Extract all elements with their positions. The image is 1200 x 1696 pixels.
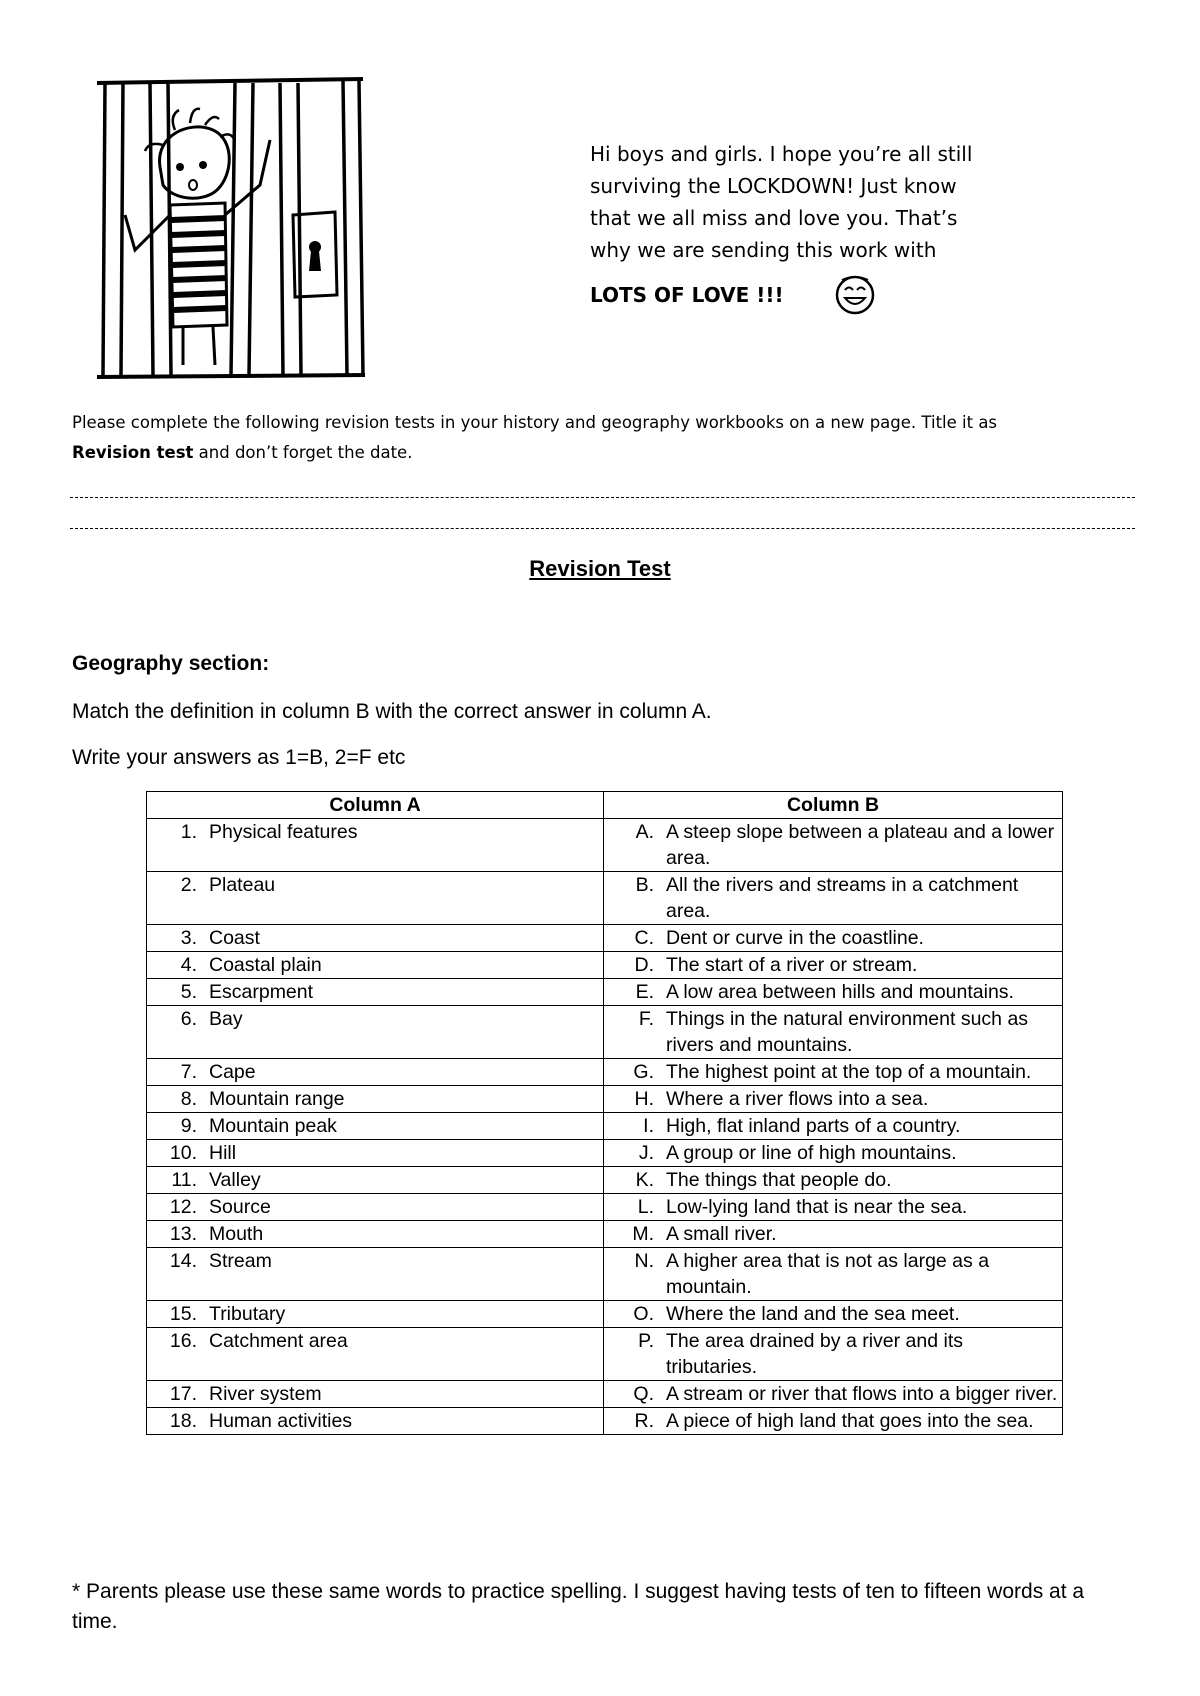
definition-letter: R.: [634, 1410, 654, 1432]
term-number: 9.: [180, 1115, 197, 1137]
column-a-cell: [147, 1059, 604, 1086]
column-b-cell: [604, 1140, 1063, 1167]
definition-text: A small river.: [666, 1223, 777, 1245]
table-row: [147, 1381, 1063, 1408]
column-b-cell: [604, 1328, 1063, 1381]
term-text: Cape: [209, 1061, 256, 1083]
page-title: Revision Test: [529, 556, 671, 581]
definition-letter: J.: [638, 1142, 654, 1164]
definition-text: Low-lying land that is near the sea.: [666, 1196, 968, 1218]
term-text: Bay: [209, 1008, 243, 1030]
term-number: 12.: [169, 1196, 197, 1218]
table-body: [147, 819, 1063, 1435]
column-b-cell: [604, 1086, 1063, 1113]
column-a-cell: [147, 1408, 604, 1435]
table-row: [147, 1059, 1063, 1086]
column-b-header: Column B: [604, 792, 1063, 819]
lots-of-love-text: LOTS OF LOVE !!!: [590, 283, 784, 307]
term-text: Mountain range: [209, 1088, 345, 1110]
definition-letter: D.: [634, 954, 654, 976]
definition-letter: M.: [632, 1223, 654, 1245]
table-row: [147, 1086, 1063, 1113]
table-row: [147, 1194, 1063, 1221]
term-text: Coast: [209, 927, 260, 949]
definition-letter: L.: [637, 1196, 654, 1218]
definition-letter: O.: [633, 1303, 654, 1325]
parents-note: * Parents please use these same words to practice spelling. I suggest having tests of ten to fifteen words at a time.: [72, 1580, 1085, 1633]
definition-letter: C.: [634, 927, 654, 949]
definition-letter: F.: [638, 1008, 654, 1030]
column-a-header: Column A: [147, 792, 604, 819]
table-row: [147, 1113, 1063, 1140]
greeting-line-3: that we all miss and love you. That’s: [590, 206, 958, 230]
column-a-cell: [147, 1381, 604, 1408]
column-b-cell: [604, 1006, 1063, 1059]
term-text: Physical features: [209, 821, 358, 843]
term-number: 10.: [169, 1142, 197, 1164]
term-number: 5.: [180, 981, 197, 1003]
matching-table: [146, 791, 1063, 1435]
table-row: [147, 1140, 1063, 1167]
definition-letter: B.: [635, 874, 654, 896]
table-row: [147, 1221, 1063, 1248]
column-b-cell: [604, 952, 1063, 979]
definition-text: Where the land and the sea meet.: [666, 1303, 960, 1325]
match-instruction: Match the definition in column B with the correct answer in column A.: [72, 700, 712, 723]
instructions-bold: Revision test: [72, 443, 194, 462]
table-row: [147, 952, 1063, 979]
column-a-cell: [147, 1006, 604, 1059]
definition-text: A low area between hills and mountains.: [666, 981, 1014, 1003]
term-number: 11.: [171, 1169, 197, 1191]
table-row: [147, 925, 1063, 952]
term-number: 4.: [180, 954, 197, 976]
column-a-cell: [147, 1328, 604, 1381]
definition-text: A stream or river that flows into a bigger river.: [666, 1383, 1058, 1405]
term-number: 15.: [169, 1303, 197, 1325]
table-row: [147, 872, 1063, 925]
definition-text: The area drained by a river and its tributaries.: [666, 1330, 963, 1378]
term-number: 2.: [180, 874, 197, 896]
column-a-cell: [147, 872, 604, 925]
column-b-cell: [604, 1113, 1063, 1140]
greeting-line-4: why we are sending this work with: [590, 238, 937, 262]
definition-text: Things in the natural environment such as rivers and mountains.: [666, 1008, 1029, 1056]
column-a-cell: [147, 1086, 604, 1113]
definition-text: A piece of high land that goes into the sea.: [666, 1410, 1034, 1432]
term-number: 3.: [180, 927, 197, 949]
table-row: [147, 1006, 1063, 1059]
definition-letter: N.: [634, 1250, 654, 1272]
column-b-cell: [604, 925, 1063, 952]
definition-text: A group or line of high mountains.: [666, 1142, 957, 1164]
column-b-cell: [604, 1381, 1063, 1408]
column-a-cell: [147, 1113, 604, 1140]
instructions-line-1: Please complete the following revision tests in your history and geography workbooks on a new page. Title it as: [72, 413, 998, 432]
column-b-cell: [604, 819, 1063, 872]
column-b-cell: [604, 872, 1063, 925]
column-a-cell: [147, 1140, 604, 1167]
instructions-text: [72, 408, 1132, 468]
term-number: 13.: [169, 1223, 197, 1245]
term-number: 8.: [180, 1088, 197, 1110]
term-text: River system: [209, 1383, 322, 1405]
table-row: [147, 1301, 1063, 1328]
definition-letter: P.: [638, 1330, 654, 1352]
term-text: Source: [209, 1196, 271, 1218]
definition-letter: H.: [634, 1088, 654, 1110]
term-number: 16.: [169, 1330, 197, 1352]
term-number: 6.: [180, 1008, 197, 1030]
column-b-cell: [604, 1194, 1063, 1221]
table-row: [147, 1328, 1063, 1381]
definition-letter: G.: [633, 1061, 654, 1083]
column-a-cell: [147, 952, 604, 979]
term-text: Plateau: [209, 874, 276, 896]
term-text: Mountain peak: [209, 1115, 337, 1137]
smiley-face-icon: [834, 274, 876, 316]
definition-text: The start of a river or stream.: [666, 954, 918, 976]
column-b-cell: [604, 1167, 1063, 1194]
geography-heading: Geography section:: [72, 652, 270, 675]
column-a-cell: [147, 1221, 604, 1248]
column-b-cell: [604, 1221, 1063, 1248]
column-a-cell: [147, 925, 604, 952]
definition-letter: Q.: [633, 1383, 654, 1405]
term-number: 7.: [180, 1061, 197, 1083]
term-text: Human activities: [209, 1410, 353, 1432]
definition-letter: E.: [635, 981, 654, 1003]
term-text: Mouth: [209, 1223, 264, 1245]
table-row: [147, 979, 1063, 1006]
table-row: [147, 819, 1063, 872]
term-number: 1.: [180, 821, 197, 843]
column-a-cell: [147, 1167, 604, 1194]
term-text: Valley: [209, 1169, 261, 1191]
definition-text: The things that people do.: [666, 1169, 892, 1191]
definition-text: A higher area that is not as large as a mountain.: [666, 1250, 990, 1298]
definition-text: The highest point at the top of a mountain.: [666, 1061, 1032, 1083]
term-text: Tributary: [209, 1303, 286, 1325]
definition-letter: A.: [635, 821, 654, 843]
term-number: 17.: [169, 1383, 197, 1405]
divider-line-2: [70, 528, 1135, 529]
column-a-cell: [147, 1301, 604, 1328]
term-text: Hill: [209, 1142, 237, 1164]
definition-text: A steep slope between a plateau and a lower area.: [666, 821, 1055, 869]
column-b-cell: [604, 1248, 1063, 1301]
term-text: Catchment area: [209, 1330, 348, 1352]
definition-text: Where a river flows into a sea.: [666, 1088, 929, 1110]
term-number: 18.: [169, 1410, 197, 1432]
write-instruction: Write your answers as 1=B, 2=F etc: [72, 746, 406, 769]
column-b-cell: [604, 1301, 1063, 1328]
column-b-cell: [604, 1059, 1063, 1086]
greeting-message: [590, 138, 1010, 316]
table-row: [147, 1248, 1063, 1301]
greeting-line-1: Hi boys and girls. I hope you’re all still: [590, 142, 973, 166]
definition-text: High, flat inland parts of a country.: [666, 1115, 961, 1137]
column-a-cell: [147, 979, 604, 1006]
column-b-cell: [604, 1408, 1063, 1435]
term-text: Stream: [209, 1250, 272, 1272]
column-b-cell: [604, 979, 1063, 1006]
greeting-line-2: surviving the LOCKDOWN! Just know: [590, 174, 957, 198]
instructions-line-2: and don’t forget the date.: [193, 443, 413, 462]
column-a-cell: [147, 819, 604, 872]
definition-text: Dent or curve in the coastline.: [666, 927, 924, 949]
term-text: Escarpment: [209, 981, 314, 1003]
column-a-cell: [147, 1248, 604, 1301]
term-number: 14.: [169, 1250, 197, 1272]
divider-line-1: [70, 497, 1135, 498]
definition-text: All the rivers and streams in a catchment area.: [666, 874, 1019, 922]
table-row: [147, 1167, 1063, 1194]
definition-letter: I.: [643, 1115, 654, 1137]
column-a-cell: [147, 1194, 604, 1221]
child-behind-bars-illustration: [95, 75, 370, 385]
definition-letter: K.: [635, 1169, 654, 1191]
term-text: Coastal plain: [209, 954, 322, 976]
table-row: [147, 1408, 1063, 1435]
